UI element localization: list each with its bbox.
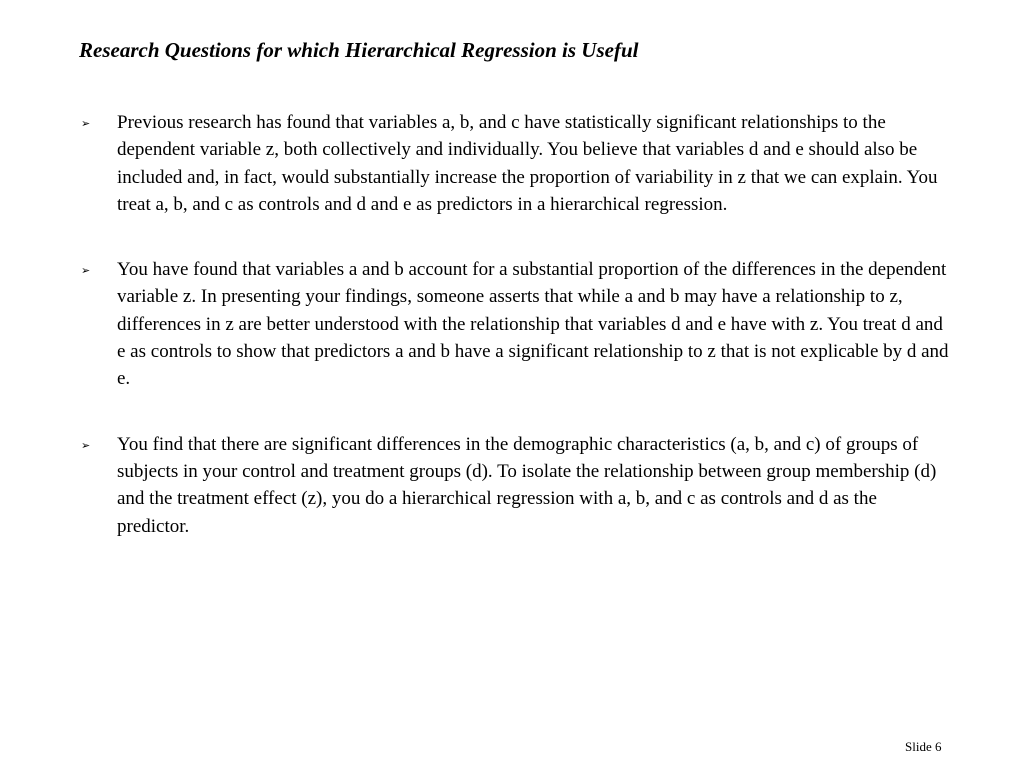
arrow-bullet-icon: ➢ — [81, 264, 91, 278]
arrow-bullet-icon: ➢ — [81, 117, 91, 130]
bullet-text: Previous research has found that variables a, b, and c have statistically significant relationships to the dependent variable z, both collectively and individually. You believe that variables d and e should also be included and, in fact, would substantially increase the proportion of variability in z that we can explain. You treat a, b, and c as controls and d and e as predictors in a hierarchical regression. — [117, 112, 938, 215]
slide-title: Research Questions for which Hierarchical Regression is Useful — [79, 38, 639, 62]
bullet-item — [79, 431, 949, 540]
bullet-item — [79, 256, 949, 392]
bullet-text: You have found that variables a and b account for a substantial proportion of the differences in the dependent variable z. In presenting your findings, someone asserts that while a and b may have a relationship to z, differences in z are better understood with the relationship that variables d and e have with z. You treat d and e as controls to show that predictors a and b have a significant relationship to z that is not explicable by d and e. — [117, 259, 949, 390]
bullet-list — [79, 109, 949, 578]
bullet-text: You find that there are significant differences in the demographic characteristics (a, b, and c) of groups of subjects in your control and treatment groups (d). To isolate the relationship between group membership (d) and the treatment effect (z), you do a hierarchical regression with a, b, and c as controls and d as the predictor. — [117, 433, 937, 537]
bullet-item — [79, 109, 949, 218]
arrow-bullet-icon: ➢ — [81, 438, 91, 452]
slide-number: Slide 6 — [905, 739, 942, 754]
